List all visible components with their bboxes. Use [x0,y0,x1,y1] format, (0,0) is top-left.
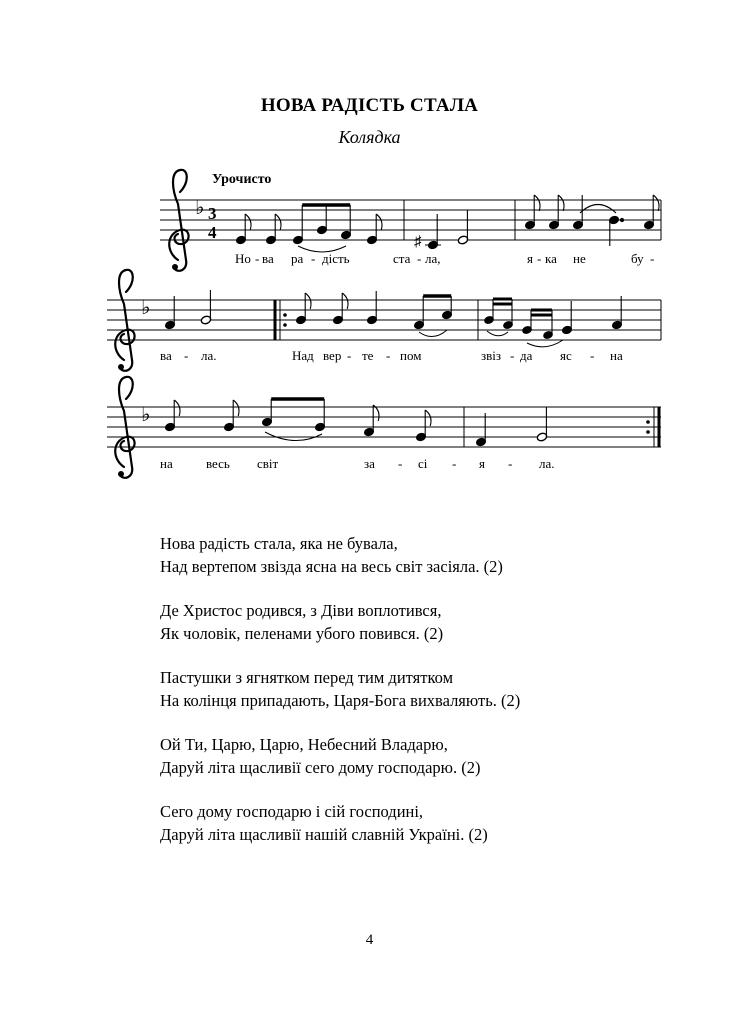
lyric-syllable: ла, [425,251,441,266]
music-score [0,0,739,480]
lyric-hyphen: - [347,348,352,363]
verse-line: Даруй літа щасливії нашій славній Україні. (2) [160,824,488,844]
lyric-syllable: вер [323,348,342,363]
lyric-syllable: ка [545,251,557,266]
lyric-syllable: ра [291,251,304,266]
tempo-marking: Урочисто [212,172,272,187]
flat-key-signature-3: ♭ [141,404,151,426]
lyric-syllable: не [573,251,586,266]
lyric-syllable: ла. [539,456,555,471]
flat-key-signature-1: ♭ [195,197,205,219]
lyric-syllable: ста [393,251,411,266]
staff-system-3 [107,377,661,478]
lyric-hyphen: - [311,251,316,266]
lyric-hyphen: - [650,251,655,266]
verse-line: Над вертепом звізда ясна на весь світ засіяла. (2) [160,556,503,576]
lyric-hyphen: - [590,348,595,363]
lyric-hyphen: - [398,456,403,471]
lyric-hyphen: - [452,456,457,471]
verse-line: На колінця припадають, Царя-Бога вихваляють. (2) [160,690,521,710]
lyric-syllable: ла. [201,348,217,363]
stanza [160,533,520,578]
lyric-hyphen: - [510,348,515,363]
lyric-syllable: сі [418,456,428,471]
verse-line: Де Христос родився, з Діви воплотився, [160,601,442,620]
lyric-syllable: ва [262,251,274,266]
lyric-syllable: Над [292,348,314,363]
time-sig-bottom: 4 [208,223,217,242]
lyric-syllable: дість [322,251,350,266]
notes-system-1 [236,195,660,252]
lyric-syllable: на [160,456,173,471]
lyric-syllable: бу [631,251,644,266]
lyric-syllable: те [362,348,374,363]
stanza [160,734,520,779]
lyric-syllable: я [479,456,485,471]
lyric-syllable: світ [257,456,279,471]
song-subtitle: Колядка [338,127,401,147]
lyric-syllable: ва [160,348,172,363]
notes-system-3 [165,399,548,447]
lyric-syllable: весь [206,456,230,471]
page-number: 4 [365,932,374,948]
lyric-syllable: яс [560,348,572,363]
lyric-syllable: да [520,348,533,363]
lyric-hyphen: - [537,251,542,266]
stanza [160,600,520,645]
repeat-dots-end [646,420,650,424]
verse-line: Даруй літа щасливії сего дому господарю. (2) [160,757,481,777]
verse-line: Ой Ти, Царю, Царю, Небесний Владарю, [160,735,448,754]
lyric-syllable: на [610,348,623,363]
verse-line: Нова радість стала, яка не бувала, [160,534,398,553]
lyric-hyphen: - [255,251,260,266]
flat-key-signature-2: ♭ [141,297,151,319]
repeat-dots-start [283,313,287,317]
lyric-syllable: пом [400,348,422,363]
verse-line: Пастушки з ягнятком перед тим дитятком [160,668,454,687]
lyric-hyphen: - [417,251,422,266]
lyric-syllable: Но [235,251,251,266]
lyric-hyphen: - [184,348,189,363]
stanza [160,801,520,846]
lyric-syllable: звіз [481,348,502,363]
lyric-syllable: за [364,456,375,471]
verses-block [160,533,520,868]
stanza [160,667,520,712]
time-sig-top: 3 [208,204,217,223]
lyric-hyphen: - [386,348,391,363]
staff-system-2 [107,270,661,371]
notes-system-2 [165,290,623,347]
lyric-syllable: я [527,251,533,266]
song-title: НОВА РАДІСТЬ СТАЛА [260,95,479,116]
svg-text:♯: ♯ [414,234,422,250]
verse-line: Сего дому господарю і сій господині, [160,802,424,821]
lyric-hyphen: - [508,456,513,471]
verse-line: Як чоловік, пеленами убого повився. (2) [160,623,444,643]
